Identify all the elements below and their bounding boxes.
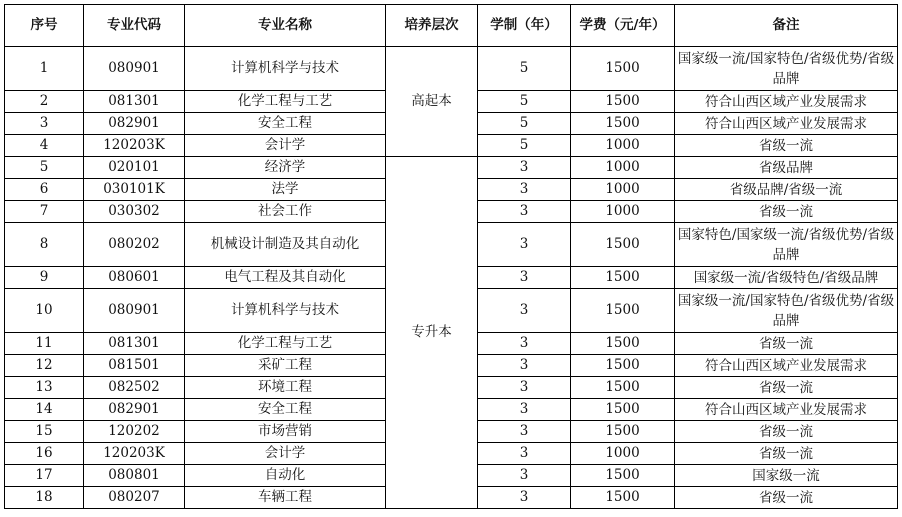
- row-index-cell: 10: [5, 289, 84, 333]
- header-row: [5, 5, 898, 47]
- study-years-cell: 3: [478, 487, 571, 509]
- major-code-cell: 080202: [84, 223, 185, 267]
- row-index-cell: 4: [5, 135, 84, 157]
- major-code-cell: 120202: [84, 421, 185, 443]
- major-name-cell: 机械设计制造及其自动化: [185, 223, 386, 267]
- major-code-cell: 080801: [84, 465, 185, 487]
- study-years-cell: 3: [478, 201, 571, 223]
- row-index-cell: 11: [5, 333, 84, 355]
- study-years-cell: 5: [478, 91, 571, 113]
- tuition-fee-cell: 1000: [571, 443, 675, 465]
- row-index-cell: 17: [5, 465, 84, 487]
- row-index-cell: 8: [5, 223, 84, 267]
- study-years-cell: 5: [478, 47, 571, 91]
- major-code-cell: 082901: [84, 399, 185, 421]
- row-index-cell: 2: [5, 91, 84, 113]
- major-name-cell: 化学工程与工艺: [185, 91, 386, 113]
- major-name-cell: 电气工程及其自动化: [185, 267, 386, 289]
- note-cell: 省级一流: [675, 487, 898, 509]
- major-code-cell: 081301: [84, 91, 185, 113]
- row-index-cell: 6: [5, 179, 84, 201]
- major-name-cell: 车辆工程: [185, 487, 386, 509]
- major-code-cell: 080901: [84, 47, 185, 91]
- row-index-cell: 16: [5, 443, 84, 465]
- major-name-cell: 采矿工程: [185, 355, 386, 377]
- table-row: [5, 47, 898, 91]
- tuition-fee-cell: 1500: [571, 113, 675, 135]
- study-years-cell: 5: [478, 113, 571, 135]
- study-years-cell: 3: [478, 223, 571, 267]
- tuition-fee-cell: 1000: [571, 135, 675, 157]
- row-index-cell: 12: [5, 355, 84, 377]
- tuition-fee-cell: 1000: [571, 157, 675, 179]
- study-years-cell: 3: [478, 289, 571, 333]
- tuition-fee-cell: 1500: [571, 487, 675, 509]
- note-cell: 省级一流: [675, 201, 898, 223]
- row-index-cell: 9: [5, 267, 84, 289]
- row-index-cell: 5: [5, 157, 84, 179]
- study-years-cell: 3: [478, 355, 571, 377]
- note-cell: 符合山西区域产业发展需求: [675, 355, 898, 377]
- note-cell: 国家级一流/国家特色/省级优势/省级品牌: [675, 47, 898, 91]
- note-cell: 省级一流: [675, 421, 898, 443]
- tuition-fee-cell: 1000: [571, 179, 675, 201]
- tuition-fee-cell: 1500: [571, 421, 675, 443]
- row-index-cell: 7: [5, 201, 84, 223]
- note-cell: 符合山西区域产业发展需求: [675, 91, 898, 113]
- study-years-cell: 3: [478, 421, 571, 443]
- header-index: 序号: [5, 5, 84, 47]
- note-cell: 国家级一流/省级特色/省级品牌: [675, 267, 898, 289]
- tuition-fee-cell: 1500: [571, 377, 675, 399]
- major-name-cell: 会计学: [185, 443, 386, 465]
- note-cell: 符合山西区域产业发展需求: [675, 399, 898, 421]
- major-code-cell: 081501: [84, 355, 185, 377]
- note-cell: 省级一流: [675, 333, 898, 355]
- row-index-cell: 13: [5, 377, 84, 399]
- note-cell: 国家级一流/国家特色/省级优势/省级品牌: [675, 289, 898, 333]
- row-index-cell: 18: [5, 487, 84, 509]
- training-level-cell: 专升本: [386, 157, 478, 509]
- tuition-fee-cell: 1500: [571, 267, 675, 289]
- major-code-cell: 080207: [84, 487, 185, 509]
- major-name-cell: 自动化: [185, 465, 386, 487]
- table-row: [5, 157, 898, 179]
- tuition-fee-cell: 1500: [571, 91, 675, 113]
- tuition-fee-cell: 1500: [571, 289, 675, 333]
- study-years-cell: 3: [478, 443, 571, 465]
- major-name-cell: 法学: [185, 179, 386, 201]
- tuition-fee-cell: 1500: [571, 333, 675, 355]
- study-years-cell: 3: [478, 157, 571, 179]
- major-name-cell: 市场营销: [185, 421, 386, 443]
- major-name-cell: 安全工程: [185, 399, 386, 421]
- study-years-cell: 3: [478, 267, 571, 289]
- major-code-cell: 082502: [84, 377, 185, 399]
- major-code-cell: 030101K: [84, 179, 185, 201]
- row-index-cell: 14: [5, 399, 84, 421]
- major-code-cell: 030302: [84, 201, 185, 223]
- majors-table: [4, 4, 898, 509]
- tuition-fee-cell: 1500: [571, 47, 675, 91]
- note-cell: 省级一流: [675, 443, 898, 465]
- note-cell: 国家特色/国家级一流/省级优势/省级品牌: [675, 223, 898, 267]
- study-years-cell: 5: [478, 135, 571, 157]
- header-years: 学制（年）: [478, 5, 571, 47]
- training-level-cell: 高起本: [386, 47, 478, 157]
- study-years-cell: 3: [478, 399, 571, 421]
- header-note: 备注: [675, 5, 898, 47]
- study-years-cell: 3: [478, 377, 571, 399]
- row-index-cell: 3: [5, 113, 84, 135]
- major-code-cell: 020101: [84, 157, 185, 179]
- study-years-cell: 3: [478, 465, 571, 487]
- note-cell: 省级一流: [675, 135, 898, 157]
- study-years-cell: 3: [478, 179, 571, 201]
- row-index-cell: 15: [5, 421, 84, 443]
- major-name-cell: 计算机科学与技术: [185, 289, 386, 333]
- major-code-cell: 120203K: [84, 443, 185, 465]
- tuition-fee-cell: 1500: [571, 223, 675, 267]
- study-years-cell: 3: [478, 333, 571, 355]
- major-code-cell: 082901: [84, 113, 185, 135]
- major-name-cell: 经济学: [185, 157, 386, 179]
- major-code-cell: 081301: [84, 333, 185, 355]
- major-name-cell: 计算机科学与技术: [185, 47, 386, 91]
- tuition-fee-cell: 1500: [571, 355, 675, 377]
- note-cell: 国家级一流: [675, 465, 898, 487]
- major-code-cell: 080901: [84, 289, 185, 333]
- tuition-fee-cell: 1000: [571, 201, 675, 223]
- note-cell: 省级一流: [675, 377, 898, 399]
- note-cell: 符合山西区域产业发展需求: [675, 113, 898, 135]
- major-name-cell: 会计学: [185, 135, 386, 157]
- header-code: 专业代码: [84, 5, 185, 47]
- row-index-cell: 1: [5, 47, 84, 91]
- header-name: 专业名称: [185, 5, 386, 47]
- tuition-fee-cell: 1500: [571, 399, 675, 421]
- major-name-cell: 环境工程: [185, 377, 386, 399]
- note-cell: 省级品牌/省级一流: [675, 179, 898, 201]
- note-cell: 省级品牌: [675, 157, 898, 179]
- header-fee: 学费（元/年）: [571, 5, 675, 47]
- major-code-cell: 120203K: [84, 135, 185, 157]
- major-name-cell: 社会工作: [185, 201, 386, 223]
- header-level: 培养层次: [386, 5, 478, 47]
- major-code-cell: 080601: [84, 267, 185, 289]
- tuition-fee-cell: 1500: [571, 465, 675, 487]
- major-name-cell: 安全工程: [185, 113, 386, 135]
- major-name-cell: 化学工程与工艺: [185, 333, 386, 355]
